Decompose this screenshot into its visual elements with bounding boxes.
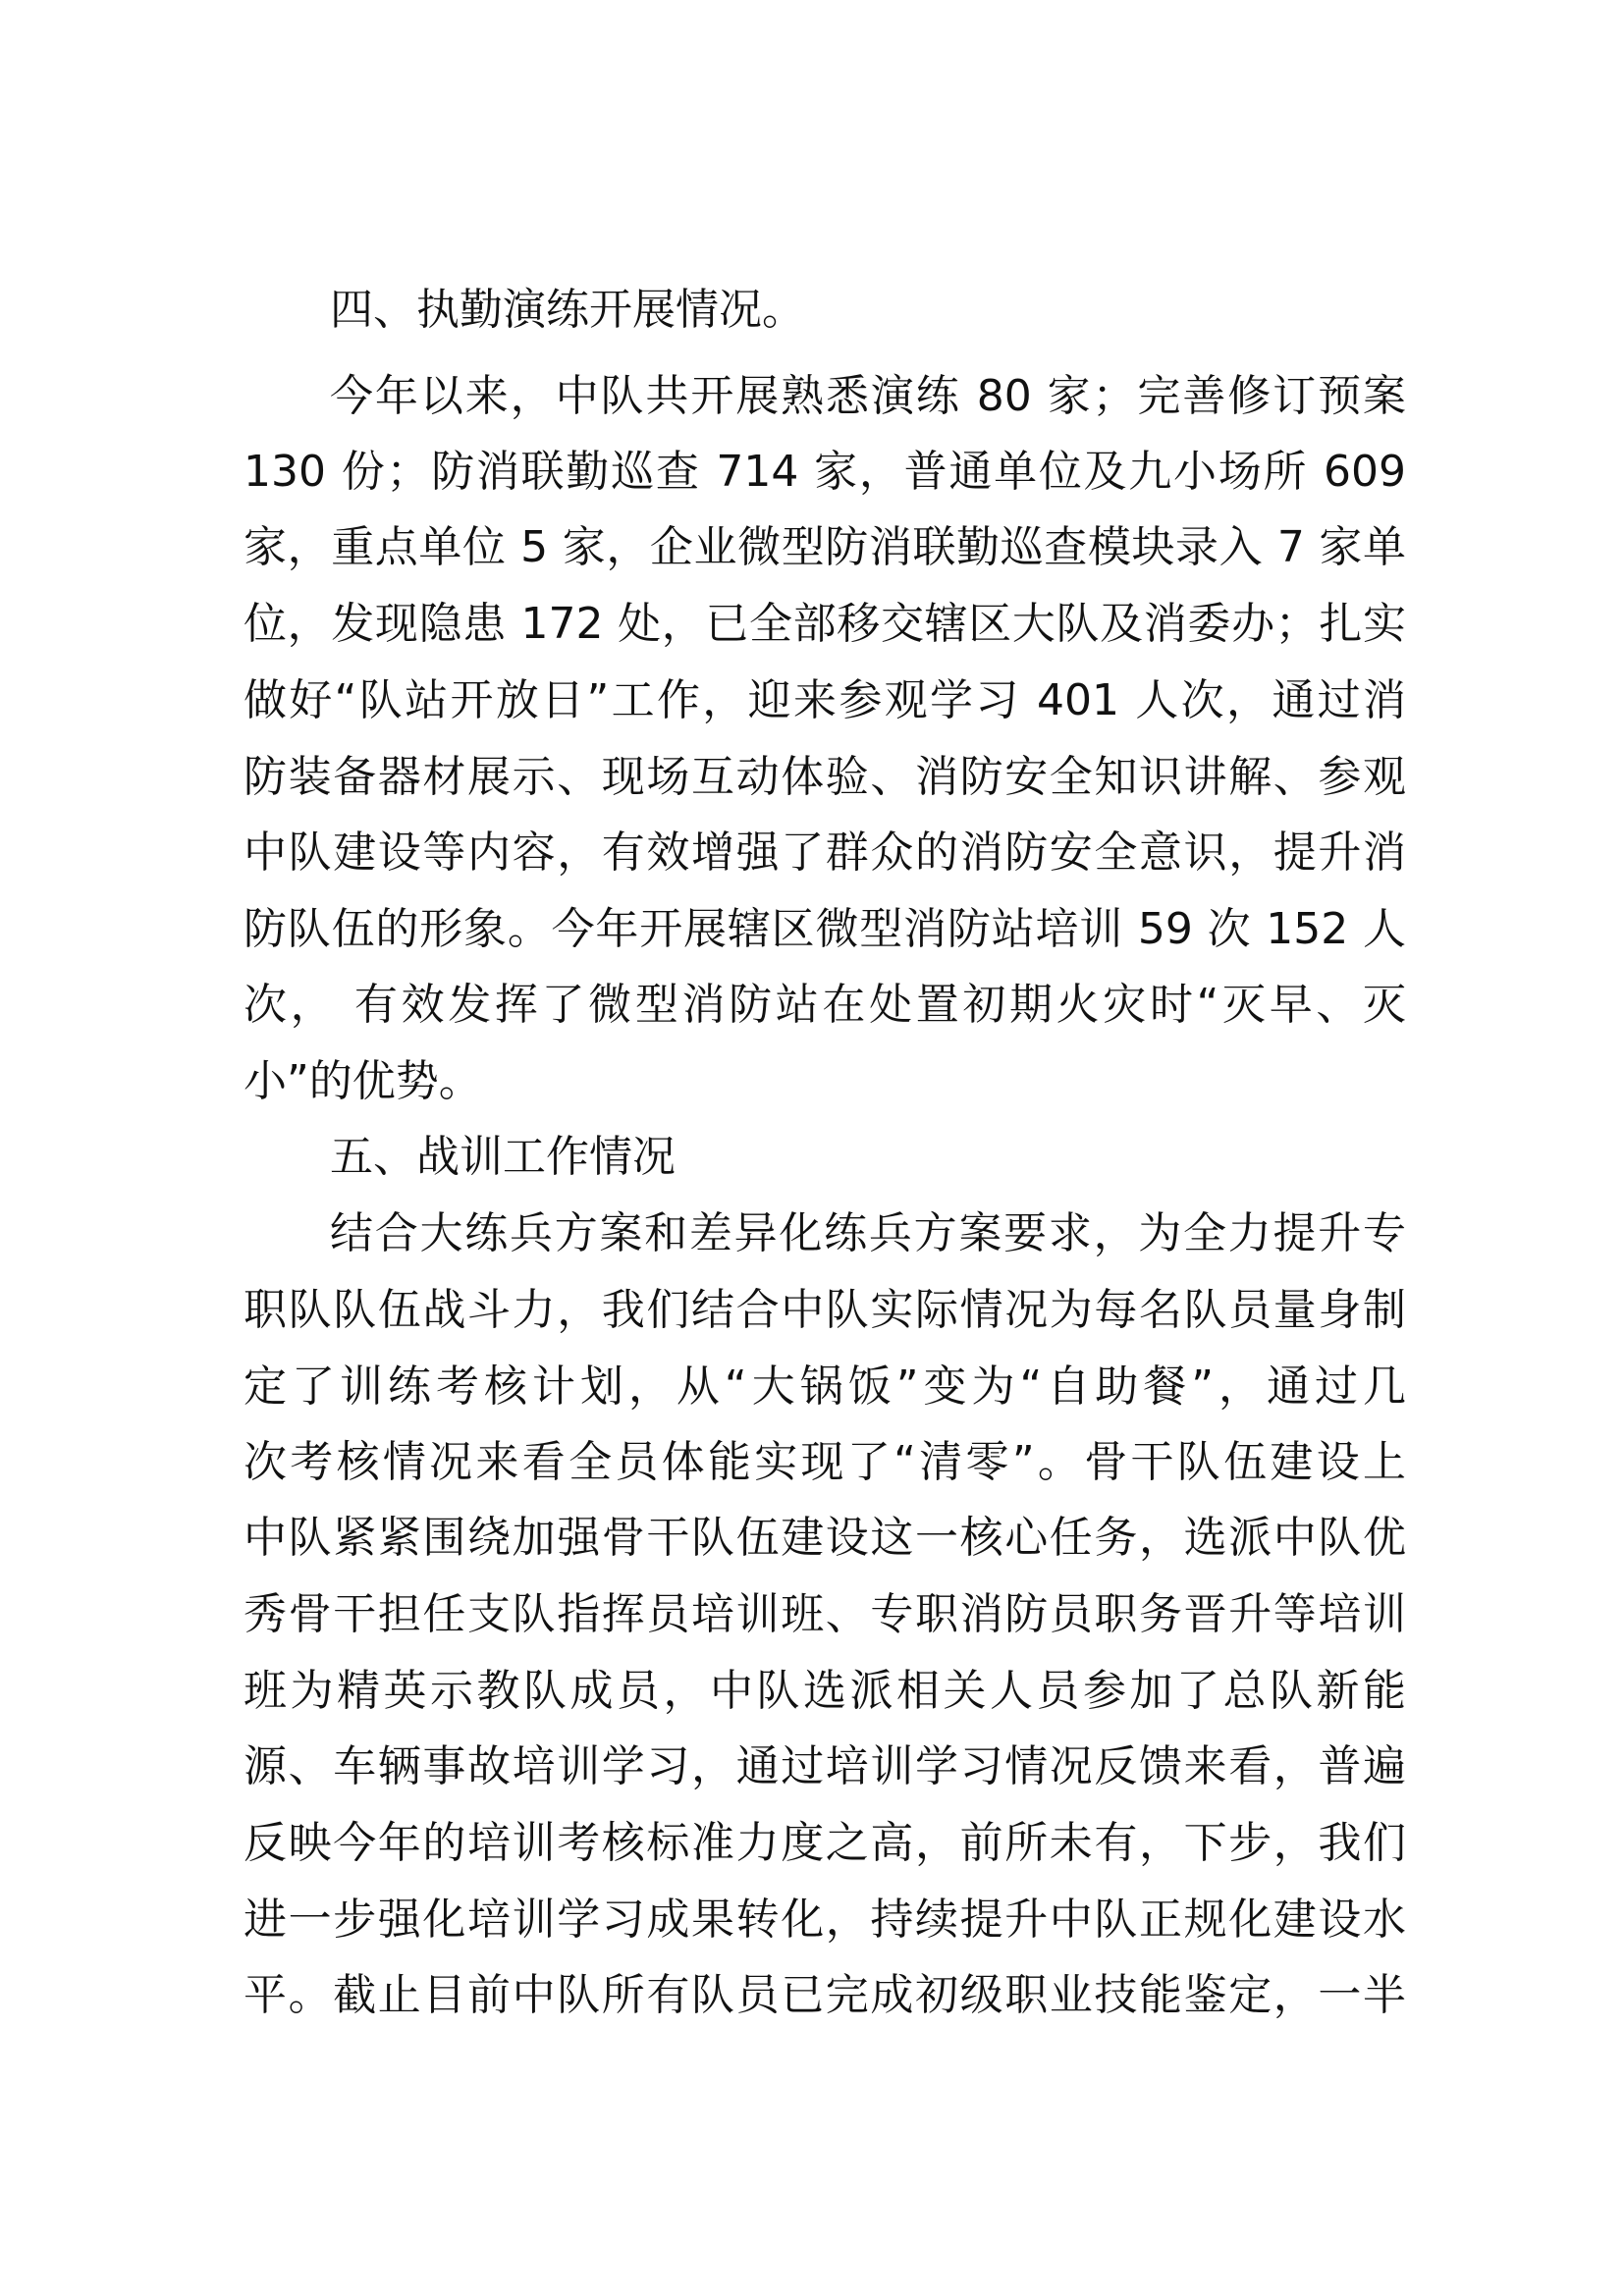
section-heading-duty-drills: 四、执勤演练开展情况。 [330,285,805,335]
paragraph-line: 进一步强化培训学习成果转化，持续提升中队正规化建设水 [244,1895,1406,1945]
paragraph-line: 源、车辆事故培训学习，通过培训学习情况反馈来看，普遍 [244,1741,1406,1791]
paragraph-line: 秀骨干担任支队指挥员培训班、专职消防员职务晋升等培训 [244,1589,1406,1639]
paragraph-line: 定了训练考核计划，从“大锅饭”变为“自助餐”，通过几 [244,1362,1406,1412]
paragraph-line: 反映今年的培训考核标准力度之高，前所未有，下步，我们 [244,1818,1406,1868]
paragraph-line: 结合大练兵方案和差异化练兵方案要求，为全力提升专 [330,1208,1406,1258]
paragraph-line: 班为精英示教队成员，中队选派相关人员参加了总队新能 [244,1666,1406,1716]
paragraph-line: 中队建设等内容，有效增强了群众的消防安全意识，提升消 [244,828,1406,878]
section-heading-combat-training: 五、战训工作情况 [330,1132,676,1182]
paragraph-line: 家，重点单位 5 家，企业微型防消联勤巡查模块录入 7 家单 [244,522,1406,572]
paragraph-line: 做好“队站开放日”工作，迎来参观学习 401 人次，通过消 [244,675,1406,725]
paragraph-line: 中队紧紧围绕加强骨干队伍建设这一核心任务，选派中队优 [244,1513,1406,1563]
paragraph-line: 小”的优势。 [244,1056,482,1106]
paragraph-line: 次考核情况来看全员体能实现了“清零”。骨干队伍建设上 [244,1437,1406,1487]
paragraph-line: 防队伍的形象。今年开展辖区微型消防站培训 59 次 152 人 [244,904,1406,954]
paragraph-line: 防装备器材展示、现场互动体验、消防安全知识讲解、参观 [244,752,1406,802]
paragraph-line: 次， 有效发挥了微型消防站在处置初期火灾时“灭早、灭 [244,980,1406,1030]
paragraph-line: 今年以来，中队共开展熟悉演练 80 家；完善修订预案 [330,371,1406,421]
paragraph-line: 位，发现隐患 172 处，已全部移交辖区大队及消委办；扎实 [244,599,1406,649]
paragraph-line: 职队队伍战斗力，我们结合中队实际情况为每名队员量身制 [244,1285,1406,1335]
paragraph-line: 130 份；防消联勤巡查 714 家，普通单位及九小场所 609 [244,447,1406,497]
paragraph-line: 平。截止目前中队所有队员已完成初级职业技能鉴定，一半 [244,1970,1406,2020]
